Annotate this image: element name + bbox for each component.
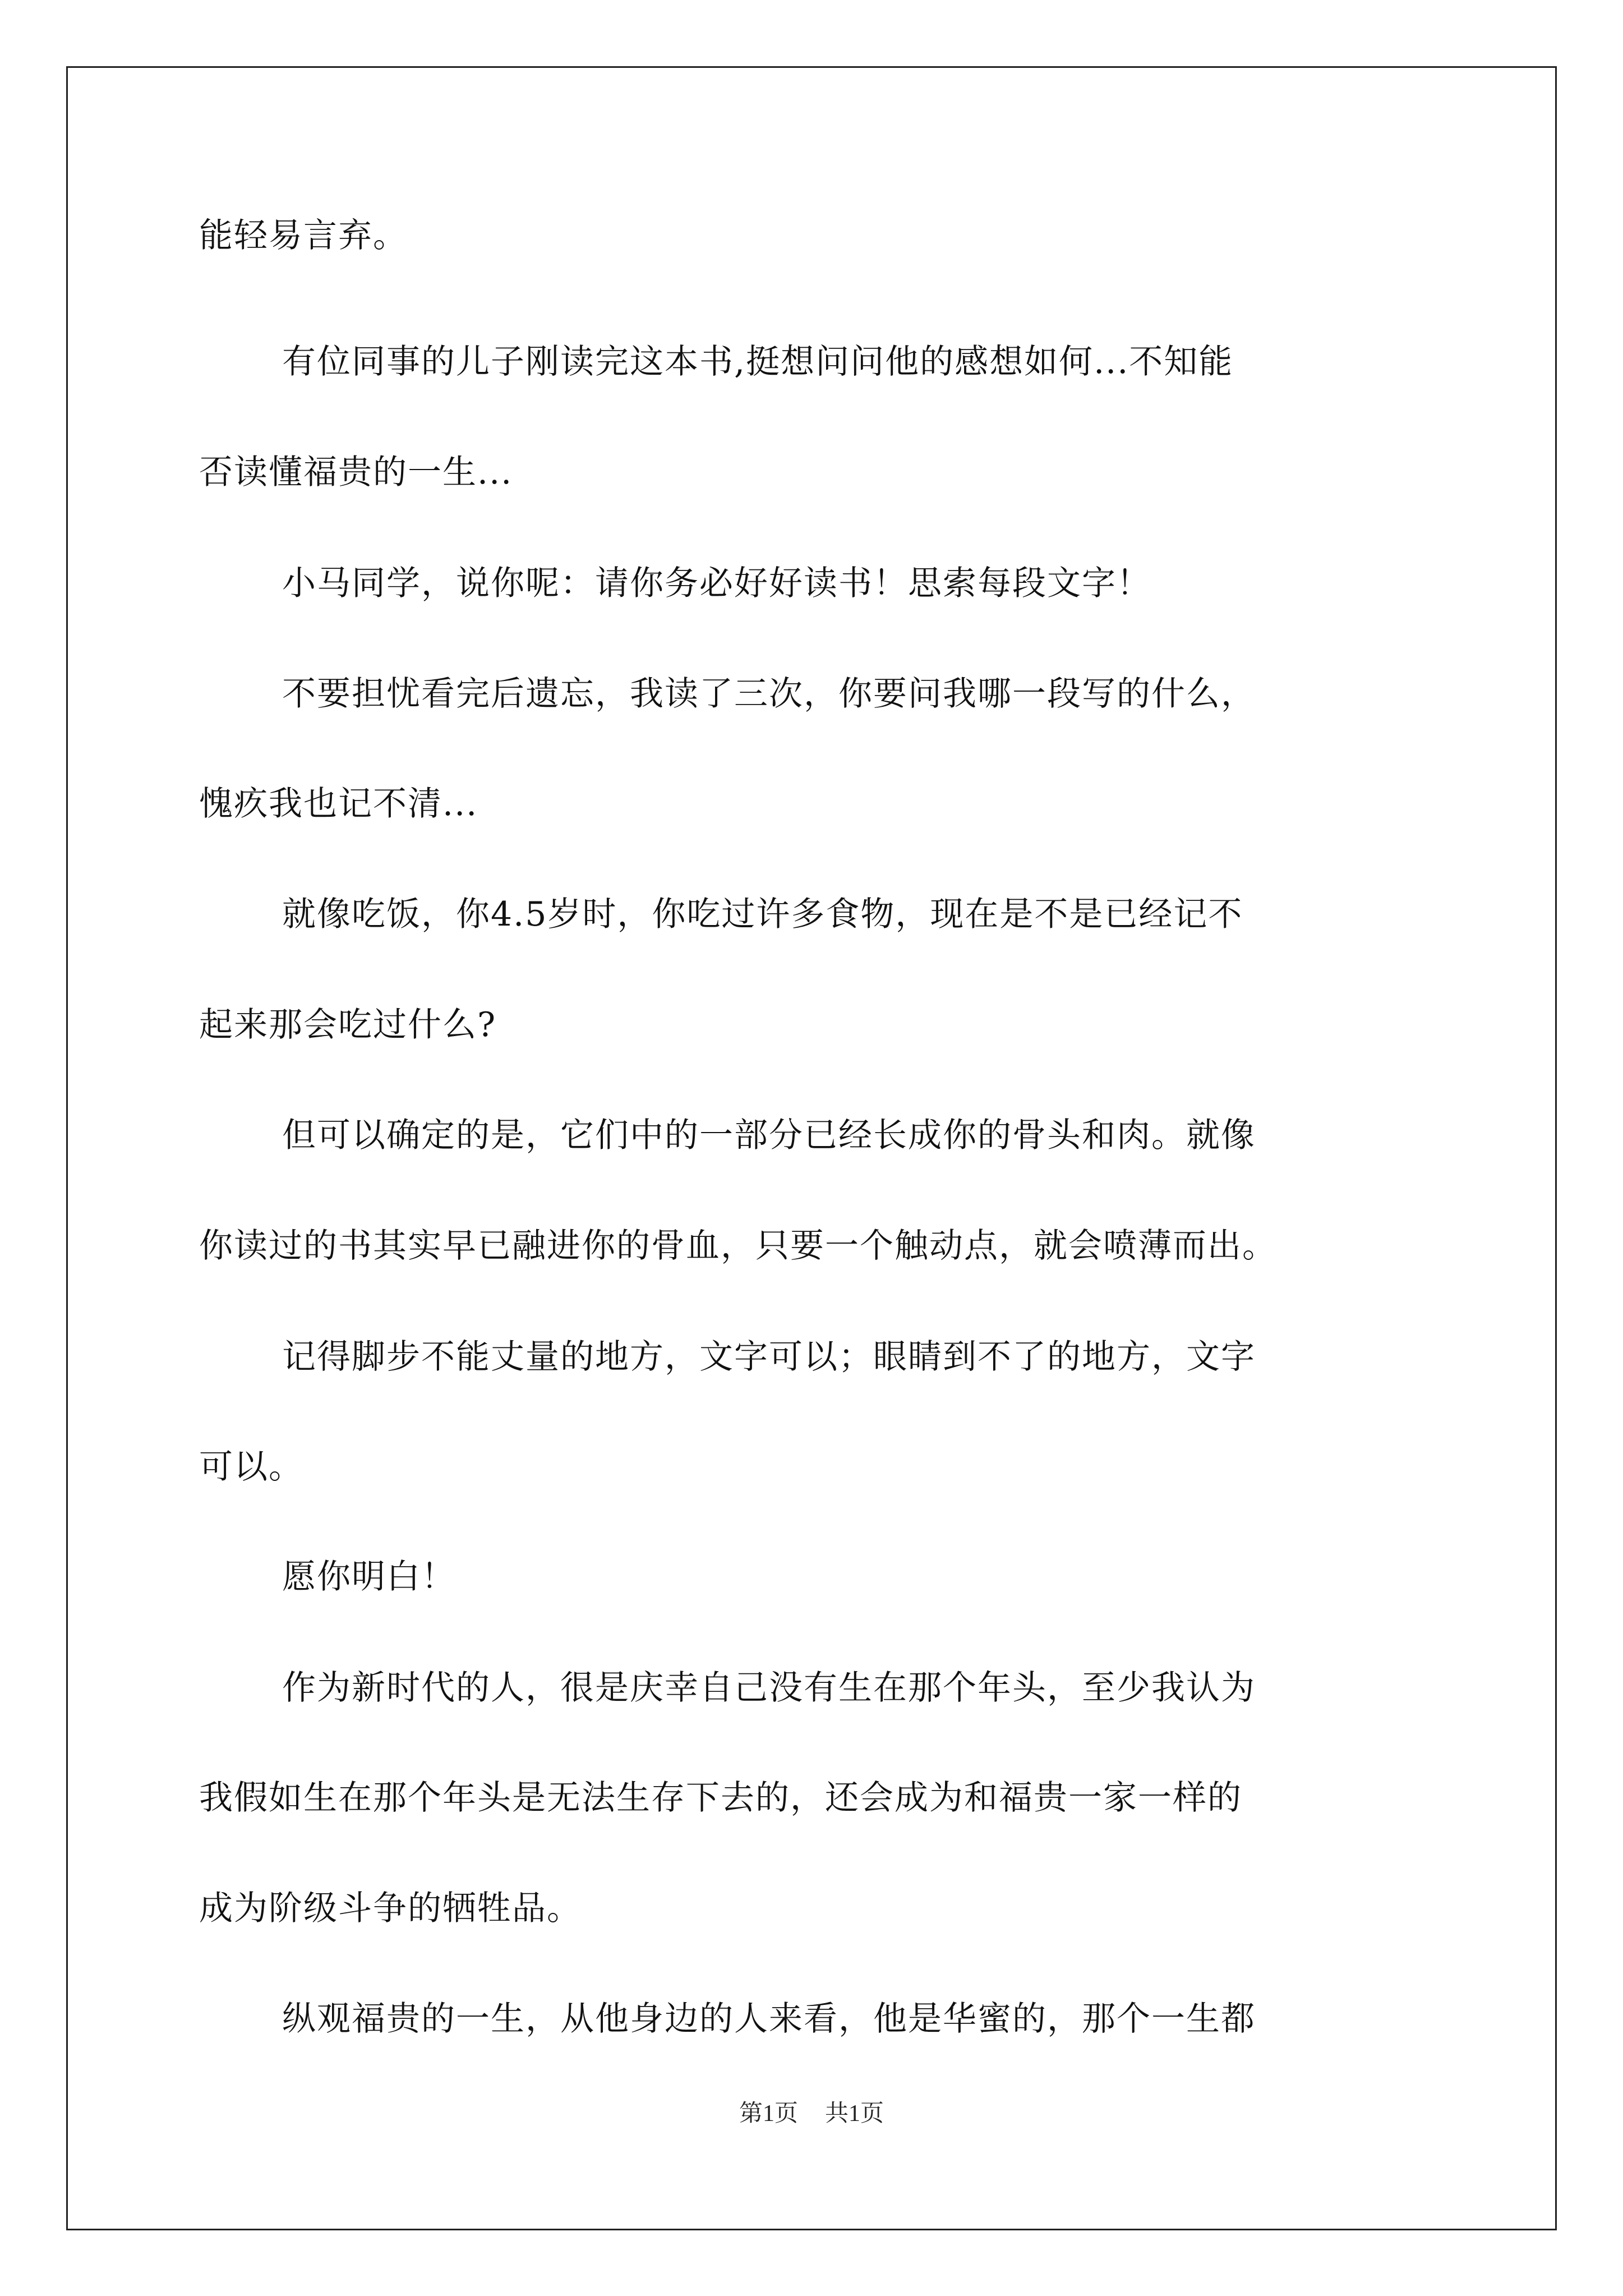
text-line: 你读过的书其实早已融进你的骨血，只要一个触动点，就会喷薄而出。 [199, 1226, 1277, 1266]
page-number: 第1页 [739, 2101, 798, 2127]
text-line: 成为阶级斗争的牺牲品。 [199, 1889, 582, 1928]
text-line: 有位同事的儿子刚读完这本书,挺想问问他的感想如何...不知能 [282, 342, 1234, 381]
text-line: 但可以确定的是，它们中的一部分已经长成你的骨头和肉。就像 [282, 1116, 1256, 1155]
text-line: 起来那会吃过什么? [199, 1005, 497, 1045]
page-footer [0, 2097, 1623, 2131]
text-line: 否读懂福贵的一生... [199, 453, 513, 492]
text-line: 我假如生在那个年头是无法生存下去的，还会成为和福贵一家一样的 [199, 1778, 1242, 1818]
text-line: 作为新时代的人，很是庆幸自己没有生在那个年头，至少我认为 [282, 1668, 1256, 1708]
text-line: 记得脚步不能丈量的地方，文字可以；眼睛到不了的地方，文字 [282, 1337, 1256, 1377]
text-line: 愿你明白！ [282, 1557, 456, 1596]
text-line: 小马同学，说你呢：请你务必好好读书！思索每段文字！ [282, 564, 1151, 603]
text-line: 可以。 [199, 1447, 303, 1487]
text-line: 能轻易言弃。 [199, 216, 408, 255]
text-line: 就像吃饭，你4.5岁时，你吃过许多食物，现在是不是已经记不 [282, 895, 1243, 934]
text-line: 愧疚我也记不清... [199, 784, 478, 823]
text-line: 不要担忧看完后遗忘，我读了三次，你要问我哪一段写的什么， [282, 674, 1256, 714]
page-total: 共1页 [825, 2101, 884, 2127]
text-line: 纵观福贵的一生，从他身边的人来看，他是华蜜的，那个一生都 [282, 1999, 1256, 2039]
